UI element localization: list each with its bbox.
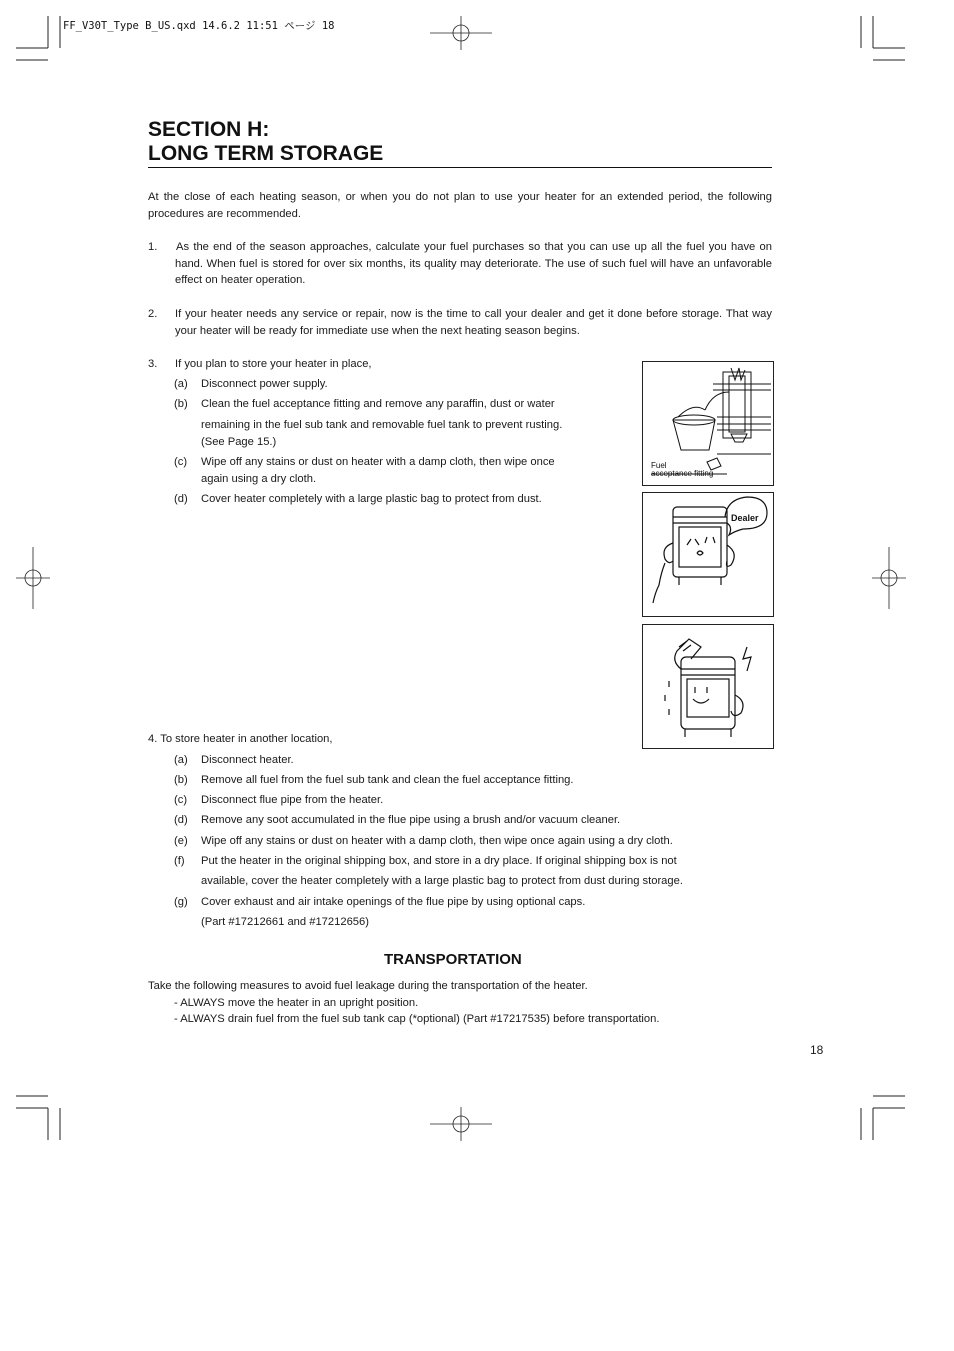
item-3b-line-2: remaining in the fuel sub tank and removable fuel tank to prevent rusting. <box>201 419 563 431</box>
file-slug: FF_V30T_Type B_US.qxd 14.6.2 11:51 ページ 18 <box>63 20 335 32</box>
item-4e-letter: (e) <box>174 835 188 847</box>
item-4g-line-1: Cover exhaust and air intake openings of the flue pipe by using optional caps. <box>201 896 586 908</box>
transportation-bullet-2: - ALWAYS drain fuel from the fuel sub tank cap (*optional) (Part #17217535) before transportation. <box>174 1013 660 1025</box>
registration-mark-right <box>872 547 906 609</box>
transportation-heading: TRANSPORTATION <box>384 951 522 968</box>
page-number: 18 <box>810 1043 824 1057</box>
fig2-dealer-label: Dealer <box>731 513 759 523</box>
figure-call-dealer <box>642 492 774 617</box>
item-3b-letter: (b) <box>174 398 188 410</box>
item-4b-letter: (b) <box>174 774 188 786</box>
title-line-2: LONG TERM STORAGE <box>148 142 384 165</box>
item-3c-line-1: Wipe off any stains or dust on heater with a damp cloth, then wipe once <box>201 456 555 468</box>
title-rule <box>148 167 772 168</box>
fig1-label-line-2: acceptance fitting <box>651 469 714 478</box>
item-2-number: 2. <box>148 308 158 320</box>
item-4g-line-2: (Part #17212661 and #17212656) <box>201 916 369 928</box>
item-4e-text: Wipe off any stains or dust on heater with a damp cloth, then wipe once again using a dry cloth. <box>201 835 673 847</box>
item-4d-text: Remove any soot accumulated in the flue pipe using a brush and/or vacuum cleaner. <box>201 814 621 826</box>
figure-fuel-fitting <box>642 361 774 486</box>
item-3c-letter: (c) <box>174 456 188 468</box>
item-3-heading: If you plan to store your heater in place, <box>175 358 372 370</box>
item-3-number: 3. <box>148 358 158 370</box>
item-3d-letter: (d) <box>174 493 188 505</box>
item-3a-text: Disconnect power supply. <box>201 378 328 390</box>
item-1-number: 1. <box>148 241 158 253</box>
registration-mark-top <box>430 16 492 50</box>
fuel-fitting-illustration <box>643 362 773 485</box>
figure-clean-heater <box>642 624 774 749</box>
item-1-text: As the end of the season approaches, calculate your fuel purchases so that you can use up all the fuel you have on hand. When fuel is stored for over six months, its quality may deteriorate. The use of such fuel will have an unfavorable effect on heater operation. <box>175 241 772 286</box>
item-4g-letter: (g) <box>174 896 188 908</box>
item-4b-text: Remove all fuel from the fuel sub tank and clean the fuel acceptance fitting. <box>201 774 574 786</box>
item-4c-letter: (c) <box>174 794 188 806</box>
transportation-intro: Take the following measures to avoid fuel leakage during the transportation of the heater. <box>148 980 588 992</box>
item-3b-line-1: Clean the fuel acceptance fitting and remove any paraffin, dust or water <box>201 398 555 410</box>
item-4-heading: 4. To store heater in another location, <box>148 733 333 745</box>
item-3a-letter: (a) <box>174 378 188 390</box>
item-3c-line-2: again using a dry cloth. <box>201 473 317 485</box>
item-4a-text: Disconnect heater. <box>201 754 294 766</box>
item-4f-letter: (f) <box>174 855 185 867</box>
fig1-label-line-1: Fuel <box>651 461 667 470</box>
item-4c-text: Disconnect flue pipe from the heater. <box>201 794 384 806</box>
item-4d-letter: (d) <box>174 814 188 826</box>
clean-heater-illustration <box>643 625 773 748</box>
item-4a-letter: (a) <box>174 754 188 766</box>
intro-paragraph: At the close of each heating season, or when you do not plan to use your heater for an extended period, the following procedures are recommended. <box>148 191 772 220</box>
title-line-1: SECTION H: <box>148 118 270 141</box>
registration-mark-bottom <box>430 1107 492 1141</box>
item-3d-text: Cover heater completely with a large plastic bag to protect from dust. <box>201 493 542 505</box>
transportation-bullet-1: - ALWAYS move the heater in an upright position. <box>174 997 419 1009</box>
item-4f-line-1: Put the heater in the original shipping box, and store in a dry place. If original shipping box is not <box>201 855 677 867</box>
item-2-text: If your heater needs any service or repair, now is the time to call your dealer and get it done before storage. That way your heater will be ready for immediate use when the next heating season begins. <box>175 308 772 337</box>
registration-mark-left <box>16 547 50 609</box>
page-title <box>148 118 383 166</box>
item-3b-line-3: (See Page 15.) <box>201 436 277 448</box>
call-dealer-illustration <box>643 493 773 616</box>
item-4f-line-2: available, cover the heater completely with a large plastic bag to protect from dust during storage. <box>201 875 683 887</box>
